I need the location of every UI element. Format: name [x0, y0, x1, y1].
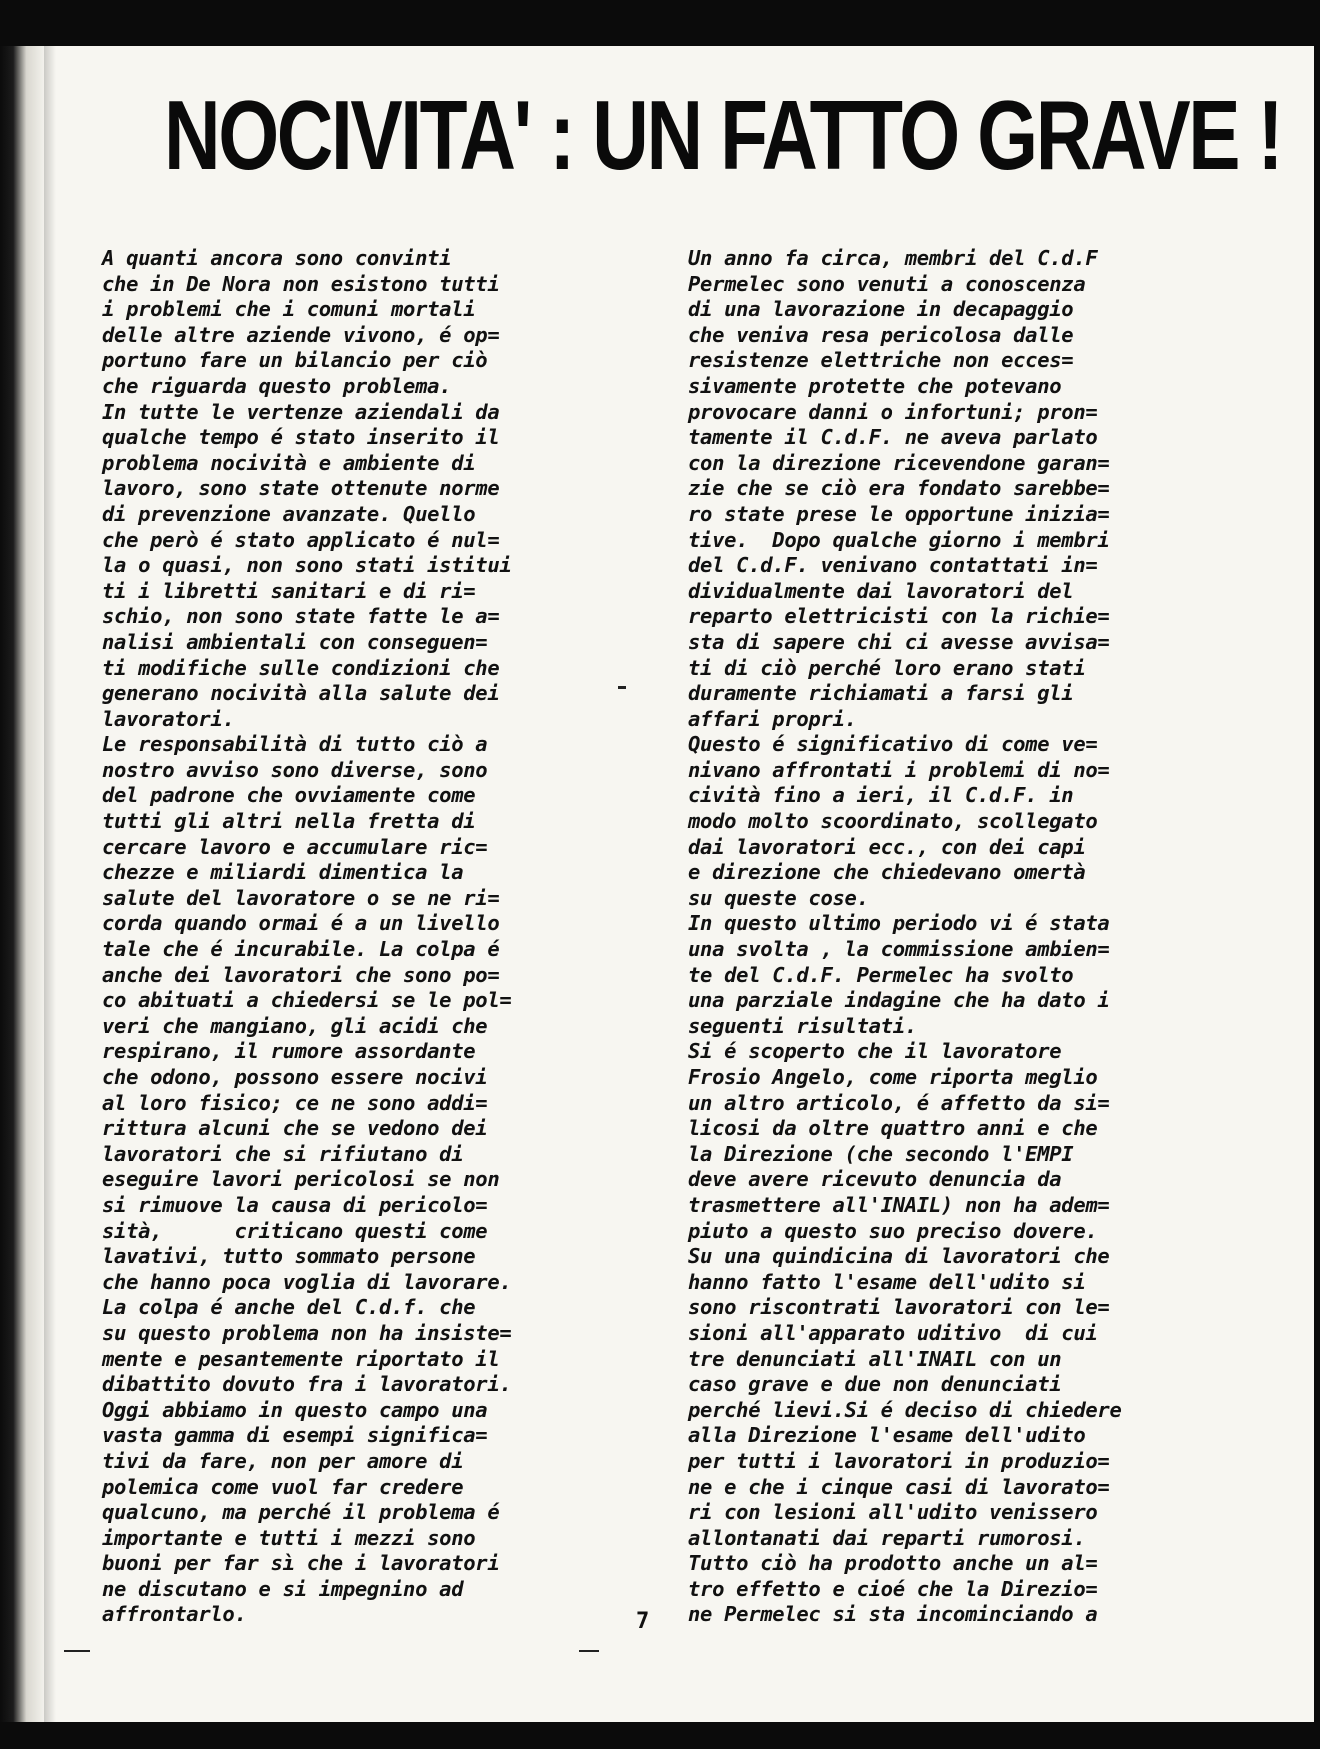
article-column-left: A quanti ancora sono convinti che in De Nora non esistono tutti i problemi che i comuni mortali delle altre aziende vivono, é op= portuno fare un bilancio per ciò che riguarda questo problema. In tutte le vertenze aziendali da qualche tempo é stato inserito il problema nocività e ambiente di lavoro, sono state ottenute norme di prevenzione avanzate. Quello che però é stato applicato é nul= la o quasi, non sono stati istitui ti i libretti sanitari e di ri= schio, non sono state fatte le a= nalisi ambientali con conseguen= ti modifiche sulle condizioni che generano nocività alla salute dei lavoratori. Le responsabilità di tutto ciò a nostro avviso sono diverse, sono del padrone che ovviamente come tutti gli altri nella fretta di cercare lavoro e accumulare ric= chezze e miliardi dimentica la salute del lavoratore o se ne ri= corda quando ormai é a un livello tale che é incurabile. La colpa é anche dei lavoratori che sono po= co abituati a chiedersi se le pol= veri che mangiano, gli acidi che respirano, il rumore assordante che odono, possono essere nocivi al loro fisico; ce ne sono addi= rittura alcuni che se vedono dei lavoratori che si rifiutano di eseguire lavori pericolosi se non si rimuove la causa di pericolo= sità, criticano questi come lavativi, tutto sommato persone che hanno poca voglia di lavorare. La colpa é anche del C.d.f. che su questo problema non ha insiste= mente e pesantemente riportato il dibattito dovuto fra i lavoratori. Oggi abbiamo in questo campo una vasta gamma di esempi significa= tivi da fare, non per amore di polemica come vuol far credere qualcuno, ma perché il problema é importante e tutti i mezzi sono buoni per far sì che i lavoratori ne discutano e si impegnino ad affrontarlo.	[102, 246, 512, 1627]
magazine-page	[44, 46, 1314, 1722]
page-shadow	[44, 46, 56, 1722]
ink-speck	[64, 1650, 90, 1652]
ink-speck	[579, 1650, 599, 1652]
article-column-right: Un anno fa circa, membri del C.d.F Permelec sono venuti a conoscenza di una lavorazione in decapaggio che veniva resa pericolosa dalle resistenze elettriche non ecces= sivamente protette che potevano provocare danni o infortuni; pron= tamente il C.d.F. ne aveva parlato con la direzione ricevendone garan= zie che se ciò era fondato sarebbe= ro state prese le opportune inizia= tive. Dopo qualche giorno i membri del C.d.F. venivano contattati in= dividualmente dai lavoratori del reparto elettricisti con la richie= sta di sapere chi ci avesse avvisa= ti di ciò perché loro erano stati duramente richiamati a farsi gli affari propri. Questo é significativo di come ve= nivano affrontati i problemi di no= cività fino a ieri, il C.d.F. in modo molto scoordinato, scollegato dai lavoratori ecc., con dei capi e direzione che chiedevano omertà su queste cose. In questo ultimo periodo vi é stata una svolta , la commissione ambien= te del C.d.F. Permelec ha svolto una parziale indagine che ha dato i seguenti risultati. Si é scoperto che il lavoratore Frosio Angelo, come riporta meglio un altro articolo, é affetto da si= licosi da oltre quattro anni e che la Direzione (che secondo l'EMPI deve avere ricevuto denuncia da trasmettere all'INAIL) non ha adem= piuto a questo suo preciso dovere. Su una quindicina di lavoratori che hanno fatto l'esame dell'udito si sono riscontrati lavoratori con le= sioni all'apparato uditivo di cui tre denunciati all'INAIL con un caso grave e due non denunciati perché lievi.Si é deciso di chiedere alla Direzione l'esame dell'udito per tutti i lavoratori in produzio= ne e che i cinque casi di lavorato= ri con lesioni all'udito venissero allontanati dai reparti rumorosi. Tutto ciò ha prodotto anche un al= tro effetto e cioé che la Direzio= ne Permelec si sta incominciando a	[688, 246, 1122, 1627]
binding-edge	[0, 46, 44, 1722]
article-headline: NOCIVITA' : UN FATTO GRAVE !	[164, 80, 1282, 190]
page-number: 7	[636, 1609, 650, 1634]
ink-speck	[618, 686, 626, 689]
